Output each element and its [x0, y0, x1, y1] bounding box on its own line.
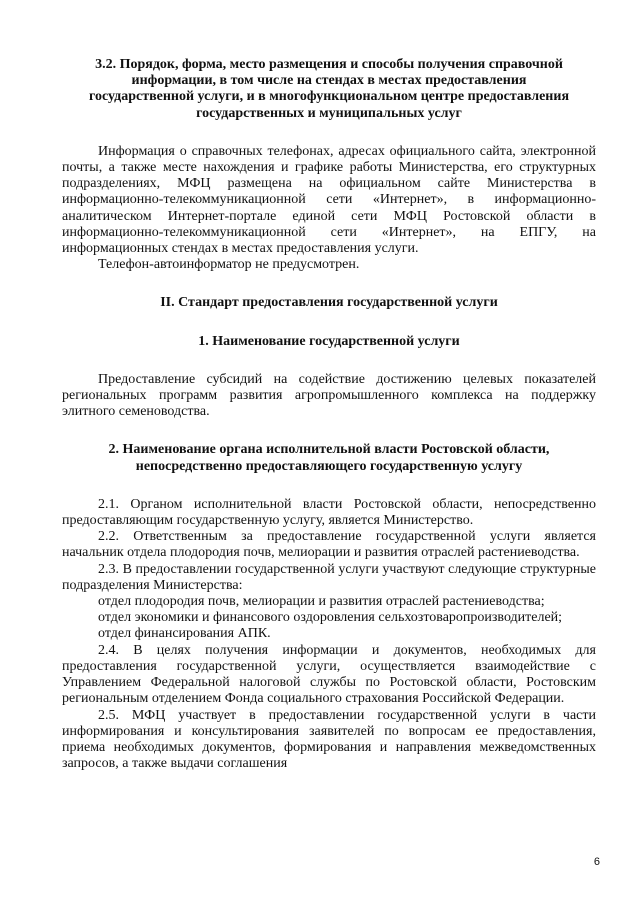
paragraph-2-1: 2.1. Органом исполнительной власти Ростовской области, непосредственно предоставляющим государственную услугу, является Министерство. — [62, 496, 596, 529]
section-2-heading: 2. Наименование органа исполнительной власти Ростовской области, непосредственно предоставляющего государственную услугу — [108, 442, 550, 474]
paragraph-2-2: 2.2. Ответственным за предоставление государственной услуги является начальник отдела плодородия почв, мелиорации и развития отраслей растениеводства. — [62, 529, 596, 561]
section-1-paragraph: Предоставление субсидий на содействие достижению целевых показателей региональных программ развития агропромышленного комплекса на поддержку элитного семеноводства. — [62, 371, 596, 420]
section-3-2-paragraph-2: Телефон-автоинформатор не предусмотрен. — [98, 257, 360, 273]
section-3-2-heading: 3.2. Порядок, форма, место размещения и способы получения справочной информации, в том числе на стендах в местах предоставления государственной услуги, и в многофункциональном центре предоставления государственных и муниципальных услуг — [88, 57, 570, 121]
department-item-3: отдел финансирования АПК. — [98, 626, 271, 642]
section-1-heading: 1. Наименование государственной услуги — [198, 333, 460, 349]
paragraph-2-4: 2.4. В целях получения информации и документов, необходимых для предоставления государственной услуги, осуществляется взаимодействие с Управлением Федеральной налоговой службы по Ростовской области, Ростовским региональным отделением Фонда социального страхования Российской Федерации. — [62, 642, 596, 707]
page-number: 6 — [593, 856, 600, 868]
page-content — [62, 57, 596, 772]
section-3-2-paragraph-1: Информация о справочных телефонах, адресах официального сайта, электронной почты, а также месте нахождения и графике работы Министерства, его структурных подразделениях, МФЦ размещена на официальном сайте Министерства в информационно-телекоммуникационной сети «Интернет», в информационно-аналитическом Интернет-портале единой сети МФЦ Ростовской области в информационно-телекоммуникационной сети «Интернет», на ЕПГУ, на информационных стендах в местах предоставления услуги. — [62, 143, 596, 257]
paragraph-2-3: 2.3. В предоставлении государственной услуги участвуют следующие структурные подразделения Министерства: — [62, 561, 596, 593]
department-item-2: отдел экономики и финансового оздоровления сельхозтоваропроизводителей; — [98, 610, 563, 626]
paragraph-2-5: 2.5. МФЦ участвует в предоставлении государственной услуги в части информирования и консультирования заявителей по вопросам ее предоставления, приема необходимых документов, формирования и направления межведомственных запросов, а также выдачи соглашения — [62, 707, 596, 772]
section-II-heading: II. Стандарт предоставления государственной услуги — [160, 295, 498, 311]
department-item-1: отдел плодородия почв, мелиорации и развития отраслей растениеводства; — [98, 594, 545, 610]
